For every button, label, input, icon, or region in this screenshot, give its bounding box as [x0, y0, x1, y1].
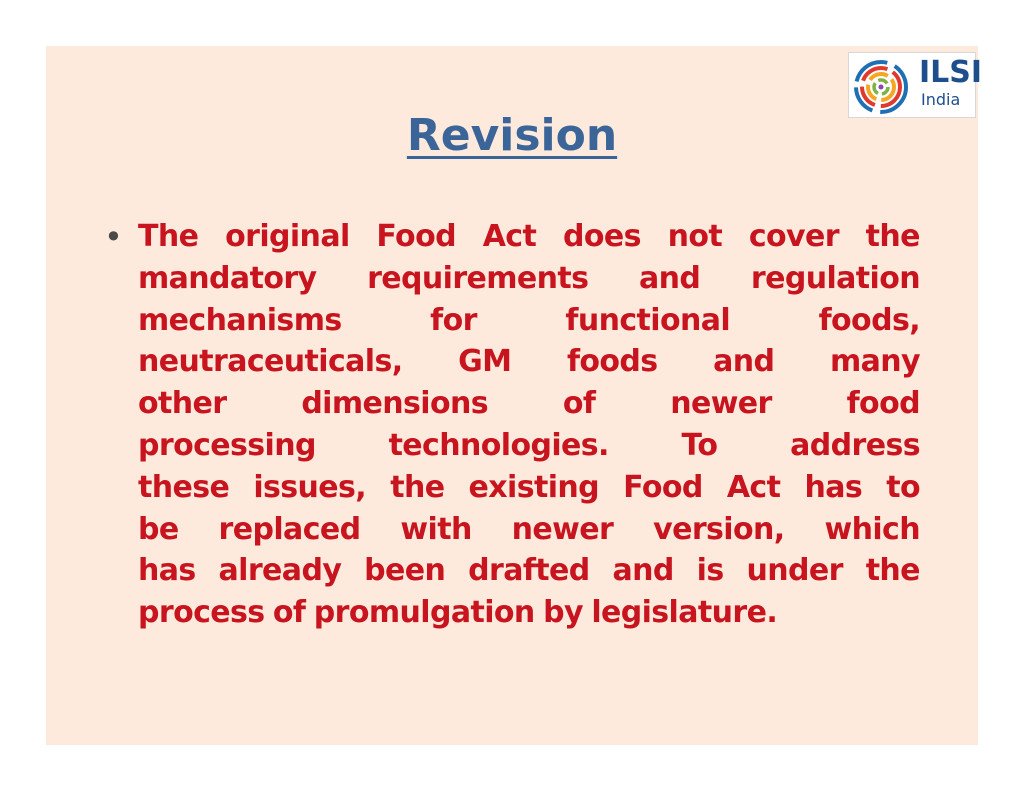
bullet-line — [138, 425, 920, 467]
bullet-word: To — [681, 427, 718, 463]
bullet-word: Food — [376, 219, 456, 254]
bullet-word: has — [804, 469, 863, 505]
bullet-word: Food — [623, 469, 703, 505]
bullet-word: which — [824, 511, 920, 547]
bullet-word: under — [746, 553, 843, 589]
bullet-word: GM — [458, 344, 512, 380]
bullet-word: requirements — [367, 260, 589, 296]
bullet-word: functional — [565, 302, 731, 338]
bullet-word: many — [829, 344, 920, 380]
bullet-word: foods, — [818, 302, 920, 338]
bullet-word: with — [400, 511, 472, 547]
bullet-word: does — [562, 219, 641, 254]
bullet-word: replaced — [218, 511, 361, 547]
bullet-word: already — [218, 553, 342, 589]
bullet-word: processing — [138, 427, 316, 463]
bullet-word: The — [138, 219, 199, 254]
bullet-word: address — [790, 427, 920, 463]
bullet-line — [138, 258, 920, 300]
bullet-line — [138, 216, 920, 258]
bullet-line — [138, 300, 920, 342]
ilsi-rings-logo-icon — [853, 59, 909, 115]
bullet-line — [138, 509, 920, 551]
bullet-word: legislature. — [591, 595, 778, 631]
bullet-word: the — [865, 553, 920, 589]
bullet-word: is — [696, 553, 724, 589]
bullet-word: newer — [511, 511, 614, 547]
bullet-word: Act — [726, 469, 781, 505]
bullet-word: mandatory — [138, 260, 317, 296]
bullet-marker: • — [104, 218, 123, 256]
bullet-word: neutraceuticals, — [138, 344, 403, 380]
bullet-word: foods — [566, 344, 658, 380]
bullet-word: Act — [482, 219, 537, 254]
bullet-word: been — [364, 553, 446, 589]
logo-subtitle: India — [921, 90, 961, 109]
bullet-word: and — [612, 553, 674, 589]
bullet-word: issues, — [253, 469, 367, 505]
bullet-word: the — [390, 469, 445, 505]
bullet-word: other — [138, 386, 227, 422]
bullet-word: these — [138, 469, 230, 505]
slide-title-text: Revision — [406, 110, 618, 161]
bullet-word: the — [865, 219, 920, 254]
bullet-word: to — [886, 469, 920, 505]
bullet-word: mechanisms — [138, 302, 342, 338]
bullet-word: of — [562, 386, 596, 422]
bullet-word: be — [138, 511, 179, 547]
bullet-word: not — [667, 219, 723, 254]
bullet-word: version, — [653, 511, 785, 547]
bullet-word: newer — [670, 386, 772, 422]
bullet-word: technologies. — [388, 427, 609, 463]
bullet-word: process — [138, 595, 265, 631]
bullet-word: drafted — [468, 553, 590, 589]
logo-name: ILSI — [919, 55, 983, 90]
bullet-word: of — [272, 595, 306, 631]
bullet-word: and — [713, 344, 775, 380]
bullet-word: has — [138, 553, 196, 589]
bullet-line — [138, 383, 920, 425]
bullet-text — [138, 216, 920, 634]
bullet-word: promulgation — [313, 595, 535, 631]
slide-title — [0, 108, 1024, 164]
bullet-word: original — [225, 219, 350, 254]
bullet-word: existing — [468, 469, 600, 505]
bullet-word: and — [639, 260, 701, 296]
bullet-line — [138, 467, 920, 509]
bullet-line — [138, 550, 920, 592]
bullet-word: by — [543, 595, 583, 631]
bullet-line — [138, 341, 920, 383]
bullet-word: for — [430, 302, 477, 338]
bullet-word: cover — [748, 219, 839, 254]
bullet-word: regulation — [750, 260, 920, 296]
bullet-word: food — [846, 386, 920, 422]
bullet-line — [138, 592, 920, 634]
bullet-word: dimensions — [301, 386, 488, 422]
